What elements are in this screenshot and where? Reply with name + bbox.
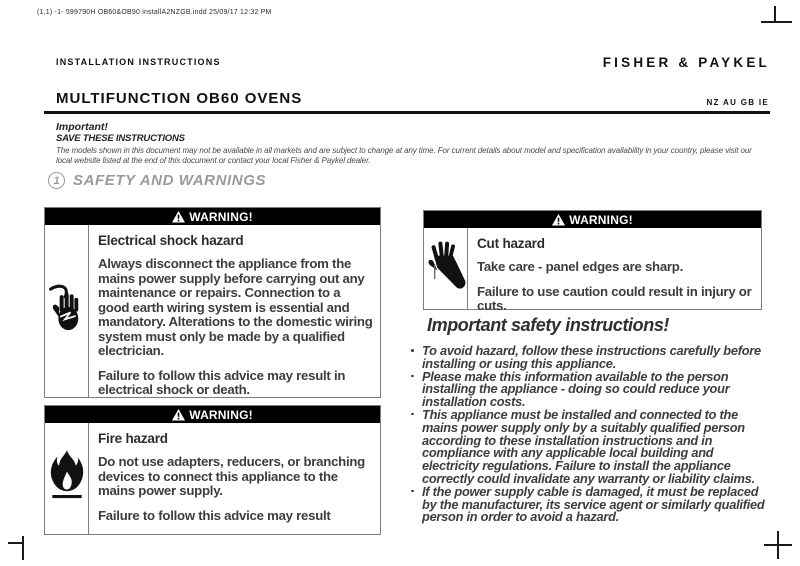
warning-triangle-icon [172,409,185,421]
hazard-consequence: Failure to follow this advice may result in electrical shock or death. [98,367,346,398]
fire-icon [48,448,86,509]
page-title: MULTIFUNCTION OB60 OVENS [56,90,303,107]
safety-list-item [409,483,765,525]
section-title: SAFETY AND WARNINGS [73,172,267,189]
model-availability-disclaimer: The models shown in this document may not be available in all markets and are subject to change at any time. For current details about model and specification availability in your country, please visit our local website listed at the end of this document or contact your local Fisher & Paykel dealer. [56,146,752,166]
safety-list-item [409,406,765,486]
hazard-icon-cell [45,225,89,397]
warning-triangle-icon [172,211,185,223]
crop-mark-bottom-left [22,536,24,560]
warning-header-bar [424,211,761,228]
warning-header-bar [45,406,380,423]
section-number-badge: 1 [48,172,65,189]
warning-triangle-icon [552,214,565,226]
warning-label: WARNING! [189,407,253,422]
hazard-body: Do not use adapters, reducers, or branching devices to connect this appliance to the mains power supply. [98,454,365,499]
hazard-icon-cell [424,228,468,309]
cut-hand-icon [426,236,466,301]
bullet-icon [411,490,414,493]
bullet-icon [411,413,414,416]
crop-mark-bottom-right [777,531,779,559]
crop-mark-top-right [774,6,776,22]
safety-instructions-list [409,345,765,524]
hazard-title: Electrical shock hazard [98,233,244,248]
save-instructions-label: SAVE THESE INSTRUCTIONS [56,133,185,144]
safety-item-text: If the power supply cable is damaged, it must be replaced by the manufacturer, its service agent or similarly qualified person in order to avoid a hazard. [422,483,765,525]
warning-box-electrical-shock [44,207,381,398]
safety-instructions-heading: Important safety instructions! [427,315,670,335]
hazard-body: Always disconnect the appliance from the mains power supply before carrying out any maintenance or repairs. Connection to a good earth wiring system is essential and mandatory. Alterations to the domestic wiring system must only be made by a qualified electrician. [98,256,373,359]
hazard-consequence: Failure to follow this advice may result [98,507,331,523]
electric-shock-icon [48,280,86,343]
brand-logo-text: FISHER & PAYKEL [602,55,770,70]
print-file-info: (1,1) -1- 599790H OB60&OB90 installA2NZGB.indd 25/09/17 12:32 PM [37,9,272,16]
document-type-label: INSTALLATION INSTRUCTIONS [56,57,221,67]
safety-list-item [409,368,765,410]
hazard-title: Cut hazard [477,236,545,251]
hazard-title: Fire hazard [98,431,168,446]
safety-list-item [409,345,765,371]
warning-box-fire [44,405,381,535]
crop-mark-top-right [761,21,792,23]
safety-item-text: To avoid hazard, follow these instructions carefully before installing or using this appliance. [422,343,761,371]
important-label: Important! [56,121,108,133]
bullet-icon [411,375,414,378]
warning-label: WARNING! [569,212,633,227]
safety-item-text: Please make this information available to the person installing the appliance - doing so could reduce your installation costs. [422,368,730,410]
warning-box-cut [423,210,762,314]
warning-label: WARNING! [189,209,253,224]
safety-item-text: This appliance must be installed and connected to the mains power supply only by a suitably qualified person according to these installation instructions and in compliance with any applicable local building and electricity regulations. Failure to install the appliance correctly could invalidate any warranty or liability claims. [422,406,755,486]
region-codes: NZ AU GB IE [706,98,769,107]
bullet-icon [411,349,414,352]
hazard-body: Take care - panel edges are sharp. [477,259,684,274]
section-heading [48,172,266,189]
hazard-icon-cell [45,423,89,534]
warning-header-bar [45,208,380,225]
hazard-consequence: Failure to use caution could result in injury or cuts. [477,283,752,314]
header-divider [44,111,770,114]
